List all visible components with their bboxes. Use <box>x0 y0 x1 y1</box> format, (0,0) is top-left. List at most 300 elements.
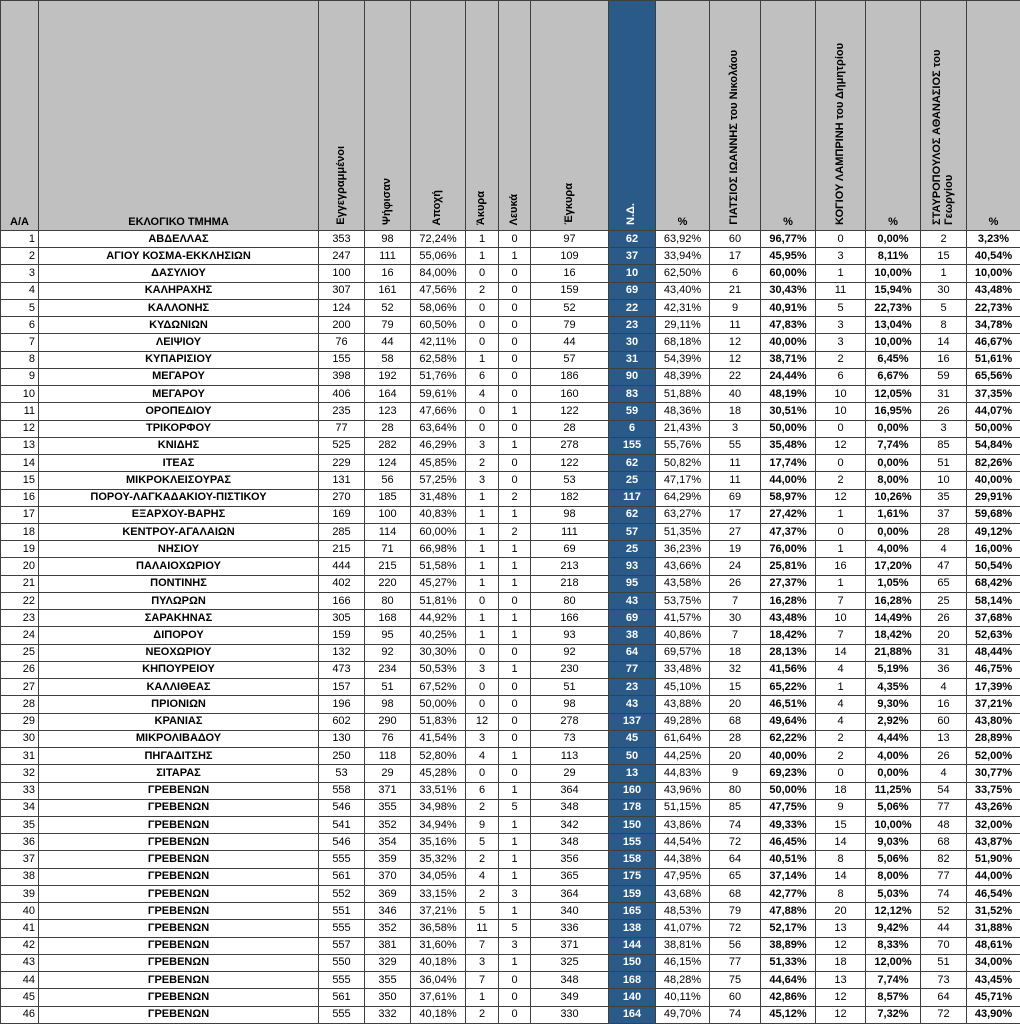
cell-section: ΓΡΕΒΕΝΩΝ <box>39 799 319 816</box>
cell-registered: 561 <box>319 868 365 885</box>
cell-giatsios_pct: 62,22% <box>761 730 816 747</box>
cell-invalid: 1 <box>466 523 499 540</box>
cell-stavropoulos: 47 <box>921 558 967 575</box>
cell-section: ΓΡΕΒΕΝΩΝ <box>39 920 319 937</box>
cell-valid: 80 <box>531 592 609 609</box>
cell-aa: 31 <box>1 748 39 765</box>
cell-giatsios_pct: 51,33% <box>761 954 816 971</box>
table-row <box>1 558 1020 575</box>
cell-kogiou_pct: 16,95% <box>866 403 921 420</box>
cell-voted: 95 <box>365 627 411 644</box>
cell-blank: 1 <box>499 248 531 265</box>
cell-giatsios_pct: 43,48% <box>761 610 816 627</box>
cell-stavropoulos_pct: 48,44% <box>967 644 1020 661</box>
cell-kogiou: 1 <box>816 679 866 696</box>
cell-voted: 79 <box>365 317 411 334</box>
cell-giatsios_pct: 40,51% <box>761 851 816 868</box>
cell-valid: 371 <box>531 937 609 954</box>
cell-invalid: 7 <box>466 937 499 954</box>
cell-aa: 24 <box>1 627 39 644</box>
cell-voted: 161 <box>365 282 411 299</box>
cell-giatsios_pct: 27,37% <box>761 575 816 592</box>
cell-giatsios: 12 <box>710 351 761 368</box>
cell-registered: 557 <box>319 937 365 954</box>
cell-giatsios: 24 <box>710 558 761 575</box>
cell-section: ΓΡΕΒΕΝΩΝ <box>39 989 319 1006</box>
col-header-registered <box>319 1 365 231</box>
cell-nd: 10 <box>609 265 656 282</box>
cell-nd: 150 <box>609 816 656 833</box>
cell-nd_pct: 42,31% <box>656 299 710 316</box>
cell-giatsios_pct: 52,17% <box>761 920 816 937</box>
cell-nd: 138 <box>609 920 656 937</box>
table-row <box>1 351 1020 368</box>
cell-nd_pct: 68,18% <box>656 334 710 351</box>
cell-voted: 98 <box>365 231 411 248</box>
cell-voted: 80 <box>365 592 411 609</box>
cell-registered: 546 <box>319 834 365 851</box>
cell-aa: 10 <box>1 386 39 403</box>
cell-blank: 1 <box>499 661 531 678</box>
cell-kogiou_pct: 12,00% <box>866 954 921 971</box>
cell-abstention: 34,05% <box>411 868 466 885</box>
cell-blank: 0 <box>499 765 531 782</box>
cell-stavropoulos_pct: 29,91% <box>967 489 1020 506</box>
col-header-invalid-label: Άκυρα <box>475 190 488 225</box>
table-row <box>1 592 1020 609</box>
cell-giatsios: 27 <box>710 523 761 540</box>
cell-valid: 159 <box>531 282 609 299</box>
cell-stavropoulos_pct: 3,23% <box>967 231 1020 248</box>
cell-blank: 1 <box>499 610 531 627</box>
cell-registered: 353 <box>319 231 365 248</box>
cell-section: ΠΥΛΩΡΩΝ <box>39 592 319 609</box>
cell-blank: 0 <box>499 730 531 747</box>
cell-abstention: 44,92% <box>411 610 466 627</box>
cell-nd_pct: 44,83% <box>656 765 710 782</box>
cell-kogiou: 3 <box>816 334 866 351</box>
cell-invalid: 1 <box>466 575 499 592</box>
table-body <box>1 231 1020 1024</box>
cell-section: ΓΡΕΒΕΝΩΝ <box>39 834 319 851</box>
cell-abstention: 45,27% <box>411 575 466 592</box>
cell-stavropoulos: 85 <box>921 437 967 454</box>
cell-giatsios: 20 <box>710 696 761 713</box>
cell-voted: 346 <box>365 903 411 920</box>
cell-giatsios: 60 <box>710 989 761 1006</box>
cell-stavropoulos: 1 <box>921 265 967 282</box>
cell-blank: 0 <box>499 265 531 282</box>
cell-abstention: 40,83% <box>411 506 466 523</box>
cell-stavropoulos_pct: 40,54% <box>967 248 1020 265</box>
cell-nd_pct: 51,35% <box>656 523 710 540</box>
cell-invalid: 4 <box>466 386 499 403</box>
cell-stavropoulos_pct: 65,56% <box>967 368 1020 385</box>
cell-voted: 290 <box>365 713 411 730</box>
cell-nd: 43 <box>609 592 656 609</box>
cell-stavropoulos_pct: 44,07% <box>967 403 1020 420</box>
cell-giatsios: 85 <box>710 799 761 816</box>
cell-valid: 122 <box>531 455 609 472</box>
cell-giatsios_pct: 38,89% <box>761 937 816 954</box>
cell-invalid: 2 <box>466 455 499 472</box>
cell-giatsios: 74 <box>710 816 761 833</box>
cell-giatsios: 22 <box>710 368 761 385</box>
cell-blank: 0 <box>499 420 531 437</box>
cell-invalid: 2 <box>466 799 499 816</box>
cell-giatsios: 11 <box>710 455 761 472</box>
table-row <box>1 1006 1020 1023</box>
cell-registered: 157 <box>319 679 365 696</box>
cell-stavropoulos_pct: 43,80% <box>967 713 1020 730</box>
cell-section: ΠΟΡΟΥ-ΛΑΓΚΑΔΑΚΙΟΥ-ΠΙΣΤΙΚΟΥ <box>39 489 319 506</box>
cell-invalid: 5 <box>466 834 499 851</box>
cell-nd_pct: 61,64% <box>656 730 710 747</box>
cell-nd: 30 <box>609 334 656 351</box>
cell-voted: 371 <box>365 782 411 799</box>
cell-valid: 230 <box>531 661 609 678</box>
cell-nd: 175 <box>609 868 656 885</box>
col-header-nd-pct: % <box>656 1 710 231</box>
cell-abstention: 59,61% <box>411 386 466 403</box>
cell-invalid: 3 <box>466 437 499 454</box>
cell-nd: 50 <box>609 748 656 765</box>
cell-nd_pct: 55,76% <box>656 437 710 454</box>
cell-giatsios_pct: 47,37% <box>761 523 816 540</box>
cell-giatsios_pct: 27,42% <box>761 506 816 523</box>
cell-voted: 44 <box>365 334 411 351</box>
cell-valid: 330 <box>531 1006 609 1023</box>
cell-giatsios_pct: 47,83% <box>761 317 816 334</box>
cell-stavropoulos: 31 <box>921 386 967 403</box>
cell-section: ΓΡΕΒΕΝΩΝ <box>39 954 319 971</box>
cell-registered: 305 <box>319 610 365 627</box>
cell-nd: 95 <box>609 575 656 592</box>
col-header-voted <box>365 1 411 231</box>
cell-nd_pct: 44,38% <box>656 851 710 868</box>
cell-abstention: 47,66% <box>411 403 466 420</box>
cell-kogiou: 14 <box>816 834 866 851</box>
cell-stavropoulos: 73 <box>921 972 967 989</box>
cell-section: ΓΡΕΒΕΝΩΝ <box>39 851 319 868</box>
cell-abstention: 60,00% <box>411 523 466 540</box>
cell-invalid: 3 <box>466 730 499 747</box>
cell-aa: 21 <box>1 575 39 592</box>
cell-abstention: 30,30% <box>411 644 466 661</box>
cell-valid: 218 <box>531 575 609 592</box>
cell-nd: 164 <box>609 1006 656 1023</box>
cell-section: ΠΟΝΤΙΝΗΣ <box>39 575 319 592</box>
cell-voted: 51 <box>365 679 411 696</box>
table-row <box>1 644 1020 661</box>
cell-registered: 552 <box>319 885 365 902</box>
cell-voted: 29 <box>365 765 411 782</box>
cell-kogiou_pct: 0,00% <box>866 523 921 540</box>
cell-valid: 53 <box>531 472 609 489</box>
cell-blank: 1 <box>499 575 531 592</box>
cell-voted: 98 <box>365 696 411 713</box>
cell-valid: 342 <box>531 816 609 833</box>
cell-invalid: 0 <box>466 334 499 351</box>
table-row <box>1 868 1020 885</box>
cell-registered: 130 <box>319 730 365 747</box>
cell-stavropoulos_pct: 32,00% <box>967 816 1020 833</box>
cell-nd_pct: 64,29% <box>656 489 710 506</box>
cell-section: ΕΞΑΡΧΟΥ-ΒΑΡΗΣ <box>39 506 319 523</box>
cell-kogiou: 0 <box>816 765 866 782</box>
cell-invalid: 7 <box>466 972 499 989</box>
cell-giatsios_pct: 35,48% <box>761 437 816 454</box>
cell-blank: 1 <box>499 851 531 868</box>
cell-valid: 16 <box>531 265 609 282</box>
table-row <box>1 317 1020 334</box>
cell-kogiou_pct: 8,57% <box>866 989 921 1006</box>
cell-kogiou_pct: 8,33% <box>866 937 921 954</box>
cell-voted: 118 <box>365 748 411 765</box>
cell-stavropoulos: 72 <box>921 1006 967 1023</box>
cell-invalid: 0 <box>466 765 499 782</box>
col-header-blank <box>499 1 531 231</box>
cell-registered: 200 <box>319 317 365 334</box>
cell-kogiou: 12 <box>816 937 866 954</box>
cell-abstention: 72,24% <box>411 231 466 248</box>
cell-stavropoulos: 48 <box>921 816 967 833</box>
cell-invalid: 0 <box>466 679 499 696</box>
cell-registered: 285 <box>319 523 365 540</box>
cell-kogiou_pct: 5,03% <box>866 885 921 902</box>
cell-stavropoulos_pct: 82,26% <box>967 455 1020 472</box>
cell-nd: 144 <box>609 937 656 954</box>
cell-kogiou: 0 <box>816 420 866 437</box>
cell-giatsios: 26 <box>710 575 761 592</box>
cell-giatsios: 11 <box>710 317 761 334</box>
cell-invalid: 5 <box>466 903 499 920</box>
col-header-registered-label: Εγγεγραμμένοι <box>334 146 347 225</box>
cell-stavropoulos_pct: 46,67% <box>967 334 1020 351</box>
cell-nd: 137 <box>609 713 656 730</box>
cell-giatsios: 19 <box>710 541 761 558</box>
cell-giatsios: 77 <box>710 954 761 971</box>
table-row <box>1 799 1020 816</box>
table-row <box>1 972 1020 989</box>
cell-giatsios_pct: 58,97% <box>761 489 816 506</box>
cell-aa: 17 <box>1 506 39 523</box>
cell-stavropoulos: 20 <box>921 627 967 644</box>
cell-valid: 340 <box>531 903 609 920</box>
cell-blank: 1 <box>499 954 531 971</box>
cell-nd: 155 <box>609 834 656 851</box>
cell-registered: 132 <box>319 644 365 661</box>
cell-kogiou: 3 <box>816 248 866 265</box>
cell-aa: 27 <box>1 679 39 696</box>
table-row <box>1 368 1020 385</box>
cell-valid: 109 <box>531 248 609 265</box>
cell-stavropoulos: 4 <box>921 765 967 782</box>
cell-stavropoulos: 15 <box>921 248 967 265</box>
cell-giatsios: 72 <box>710 920 761 937</box>
cell-kogiou: 4 <box>816 696 866 713</box>
cell-blank: 0 <box>499 282 531 299</box>
cell-nd: 69 <box>609 282 656 299</box>
cell-kogiou: 1 <box>816 575 866 592</box>
cell-kogiou_pct: 10,00% <box>866 265 921 282</box>
cell-voted: 185 <box>365 489 411 506</box>
cell-stavropoulos_pct: 34,00% <box>967 954 1020 971</box>
cell-kogiou_pct: 0,00% <box>866 765 921 782</box>
cell-nd_pct: 40,86% <box>656 627 710 644</box>
cell-nd: 38 <box>609 627 656 644</box>
cell-kogiou_pct: 2,92% <box>866 713 921 730</box>
cell-blank: 0 <box>499 299 531 316</box>
cell-registered: 166 <box>319 592 365 609</box>
cell-nd: 62 <box>609 455 656 472</box>
cell-valid: 73 <box>531 730 609 747</box>
cell-invalid: 2 <box>466 282 499 299</box>
table-row <box>1 989 1020 1006</box>
cell-blank: 1 <box>499 403 531 420</box>
cell-abstention: 40,18% <box>411 954 466 971</box>
cell-registered: 555 <box>319 920 365 937</box>
cell-section: ΝΕΟΧΩΡΙΟΥ <box>39 644 319 661</box>
table-row <box>1 420 1020 437</box>
table-row <box>1 437 1020 454</box>
cell-stavropoulos_pct: 34,78% <box>967 317 1020 334</box>
cell-invalid: 1 <box>466 541 499 558</box>
cell-invalid: 9 <box>466 816 499 833</box>
cell-aa: 30 <box>1 730 39 747</box>
cell-giatsios_pct: 41,56% <box>761 661 816 678</box>
cell-nd_pct: 49,28% <box>656 713 710 730</box>
cell-giatsios_pct: 37,14% <box>761 868 816 885</box>
cell-nd: 31 <box>609 351 656 368</box>
cell-abstention: 55,06% <box>411 248 466 265</box>
cell-stavropoulos_pct: 31,52% <box>967 903 1020 920</box>
cell-blank: 1 <box>499 748 531 765</box>
table-row <box>1 834 1020 851</box>
cell-kogiou: 6 <box>816 368 866 385</box>
table-row <box>1 627 1020 644</box>
cell-stavropoulos: 77 <box>921 868 967 885</box>
cell-nd_pct: 54,39% <box>656 351 710 368</box>
cell-kogiou_pct: 10,00% <box>866 334 921 351</box>
cell-giatsios_pct: 69,23% <box>761 765 816 782</box>
cell-stavropoulos_pct: 17,39% <box>967 679 1020 696</box>
cell-aa: 26 <box>1 661 39 678</box>
cell-giatsios_pct: 18,42% <box>761 627 816 644</box>
cell-kogiou_pct: 10,26% <box>866 489 921 506</box>
cell-nd_pct: 49,70% <box>656 1006 710 1023</box>
col-header-abstention <box>411 1 466 231</box>
cell-section: ΔΑΣΥΛΙΟΥ <box>39 265 319 282</box>
col-header-kogiou-pct: % <box>866 1 921 231</box>
cell-giatsios: 21 <box>710 282 761 299</box>
cell-giatsios_pct: 65,22% <box>761 679 816 696</box>
cell-stavropoulos_pct: 37,68% <box>967 610 1020 627</box>
cell-blank: 0 <box>499 592 531 609</box>
cell-voted: 168 <box>365 610 411 627</box>
cell-registered: 558 <box>319 782 365 799</box>
cell-aa: 46 <box>1 1006 39 1023</box>
cell-stavropoulos_pct: 59,68% <box>967 506 1020 523</box>
cell-aa: 2 <box>1 248 39 265</box>
cell-invalid: 1 <box>466 351 499 368</box>
cell-valid: 166 <box>531 610 609 627</box>
cell-voted: 16 <box>365 265 411 282</box>
cell-kogiou: 8 <box>816 851 866 868</box>
cell-stavropoulos_pct: 28,89% <box>967 730 1020 747</box>
cell-registered: 155 <box>319 351 365 368</box>
cell-invalid: 11 <box>466 920 499 937</box>
cell-kogiou: 9 <box>816 799 866 816</box>
col-header-aa: Α/Α <box>1 1 39 231</box>
cell-stavropoulos: 30 <box>921 282 967 299</box>
cell-kogiou_pct: 4,35% <box>866 679 921 696</box>
cell-section: ΔΙΠΟΡΟΥ <box>39 627 319 644</box>
cell-voted: 370 <box>365 868 411 885</box>
cell-kogiou: 20 <box>816 903 866 920</box>
cell-registered: 270 <box>319 489 365 506</box>
table-row <box>1 782 1020 799</box>
table-row <box>1 954 1020 971</box>
cell-giatsios_pct: 40,00% <box>761 334 816 351</box>
cell-section: ΜΙΚΡΟΛΙΒΑΔΟΥ <box>39 730 319 747</box>
cell-giatsios: 74 <box>710 1006 761 1023</box>
cell-nd_pct: 43,58% <box>656 575 710 592</box>
cell-stavropoulos: 4 <box>921 679 967 696</box>
cell-stavropoulos_pct: 46,75% <box>967 661 1020 678</box>
col-header-giatsios-label: ΓΙΑΤΣΙΟΣ ΙΩΑΝΝΗΣ του Νικολάου <box>728 50 741 225</box>
cell-nd: 77 <box>609 661 656 678</box>
cell-kogiou: 4 <box>816 661 866 678</box>
cell-section: ΛΕΙΨΙΟΥ <box>39 334 319 351</box>
cell-stavropoulos: 3 <box>921 420 967 437</box>
cell-giatsios_pct: 38,71% <box>761 351 816 368</box>
cell-section: ΓΡΕΒΕΝΩΝ <box>39 782 319 799</box>
cell-valid: 69 <box>531 541 609 558</box>
cell-stavropoulos: 74 <box>921 885 967 902</box>
cell-nd_pct: 38,81% <box>656 937 710 954</box>
cell-blank: 3 <box>499 885 531 902</box>
cell-stavropoulos: 77 <box>921 799 967 816</box>
cell-kogiou: 11 <box>816 282 866 299</box>
cell-kogiou_pct: 8,11% <box>866 248 921 265</box>
cell-voted: 71 <box>365 541 411 558</box>
cell-nd_pct: 33,48% <box>656 661 710 678</box>
cell-nd: 59 <box>609 403 656 420</box>
cell-registered: 77 <box>319 420 365 437</box>
cell-valid: 364 <box>531 885 609 902</box>
cell-registered: 229 <box>319 455 365 472</box>
cell-giatsios: 30 <box>710 610 761 627</box>
cell-giatsios_pct: 49,33% <box>761 816 816 833</box>
cell-kogiou: 2 <box>816 748 866 765</box>
cell-kogiou_pct: 9,42% <box>866 920 921 937</box>
cell-aa: 42 <box>1 937 39 954</box>
cell-giatsios_pct: 24,44% <box>761 368 816 385</box>
cell-abstention: 35,16% <box>411 834 466 851</box>
col-header-nd <box>609 1 656 231</box>
cell-stavropoulos_pct: 37,35% <box>967 386 1020 403</box>
cell-section: ΚΗΠΟΥΡΕΙΟΥ <box>39 661 319 678</box>
cell-stavropoulos: 28 <box>921 523 967 540</box>
cell-abstention: 33,15% <box>411 885 466 902</box>
cell-blank: 0 <box>499 1006 531 1023</box>
cell-blank: 0 <box>499 644 531 661</box>
cell-aa: 32 <box>1 765 39 782</box>
cell-kogiou_pct: 4,00% <box>866 541 921 558</box>
table-row <box>1 541 1020 558</box>
cell-kogiou: 14 <box>816 644 866 661</box>
